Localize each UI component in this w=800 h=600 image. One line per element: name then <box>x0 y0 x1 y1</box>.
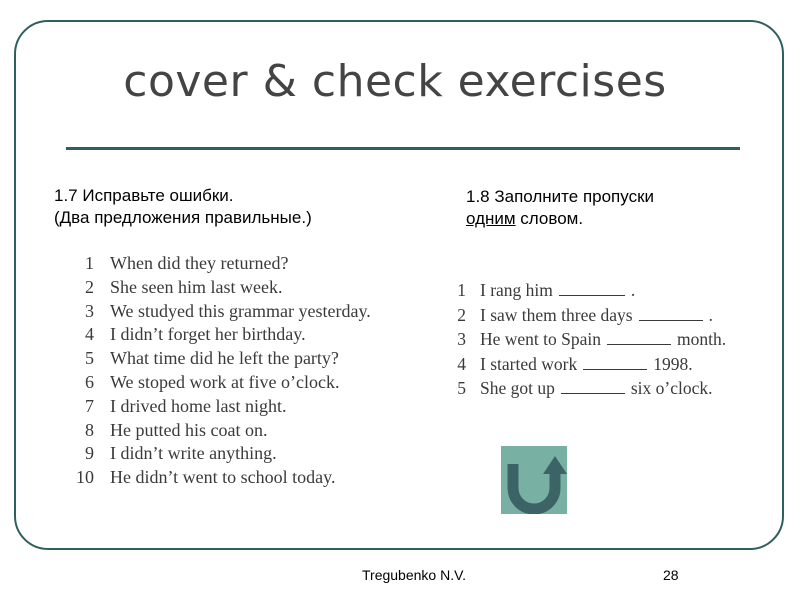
instruction-line: (Два предложения правильные.) <box>54 208 312 227</box>
item-text: When did they returned? <box>110 253 289 273</box>
item-text: We studyed this grammar yesterday. <box>110 300 371 321</box>
list-item <box>70 323 371 347</box>
item-number: 3 <box>85 300 94 321</box>
exercise-1-7-list <box>70 252 371 490</box>
back-button[interactable] <box>501 446 567 514</box>
item-number: 5 <box>85 348 94 369</box>
item-text-before: She got up <box>480 378 555 399</box>
answer-blank <box>607 330 671 345</box>
slide-title: cover & check exercises <box>123 56 667 107</box>
item-text-after: month. <box>677 329 727 350</box>
item-text: I didn’t forget her birthday. <box>110 324 306 345</box>
item-text: She seen him last week. <box>110 276 283 297</box>
item-number: 10 <box>76 467 94 488</box>
list-item <box>70 276 371 300</box>
instruction-line <box>466 208 654 230</box>
underlined-word: одним <box>466 209 516 228</box>
item-number: 4 <box>85 324 94 345</box>
list-item <box>452 327 726 352</box>
title-divider <box>66 147 740 150</box>
list-item <box>70 300 371 324</box>
list-item <box>70 395 371 419</box>
exercise-1-8-list <box>452 278 726 401</box>
item-text-before: I saw them three days <box>480 304 633 325</box>
item-text: We stoped work at five o’clock. <box>110 371 340 392</box>
exercise-1-7-instruction <box>54 185 312 229</box>
item-number: 2 <box>457 304 466 325</box>
item-number: 2 <box>85 276 94 297</box>
list-item <box>70 442 371 466</box>
exercise-1-8-instruction <box>466 186 654 230</box>
author-footer: Tregubenko N.V. <box>362 567 467 583</box>
instruction-rest: словом. <box>515 209 584 228</box>
list-item <box>70 347 371 371</box>
list-item <box>452 278 726 303</box>
item-text-after: . <box>630 280 636 300</box>
item-number: 4 <box>457 353 466 374</box>
item-text: He putted his coat on. <box>110 419 268 440</box>
list-item <box>452 376 726 401</box>
item-number: 9 <box>85 443 94 464</box>
list-item <box>70 371 371 395</box>
list-item <box>70 419 371 443</box>
item-text: I didn’t write anything. <box>110 443 277 464</box>
answer-blank <box>561 379 625 394</box>
item-number: 8 <box>85 419 94 440</box>
item-text: What time did he left the party? <box>110 348 339 369</box>
page-number: 28 <box>663 567 679 583</box>
item-text-before: I started work <box>480 353 578 374</box>
item-text-after: . <box>708 304 713 325</box>
instruction-line: 1.8 Заполните пропуски <box>466 187 655 206</box>
item-text-before: He went to Spain <box>480 329 602 350</box>
instruction-line: 1.7 Исправьте ошибки. <box>54 186 234 205</box>
return-arrow-icon <box>501 446 567 514</box>
item-number: 5 <box>457 378 466 399</box>
item-number: 1 <box>457 280 466 300</box>
list-item <box>70 466 371 490</box>
item-text-before: I rang him <box>480 280 553 300</box>
answer-blank <box>559 281 625 296</box>
item-text-after: 1998. <box>653 353 693 374</box>
item-number: 3 <box>457 329 466 350</box>
item-text-after: six o’clock. <box>630 378 713 399</box>
answer-blank <box>583 355 647 370</box>
item-number: 6 <box>85 371 94 392</box>
item-text: I drived home last night. <box>110 395 287 416</box>
answer-blank <box>639 306 703 321</box>
list-item <box>70 252 371 276</box>
item-number: 1 <box>85 253 94 273</box>
item-number: 7 <box>85 395 94 416</box>
item-text: He didn’t went to school today. <box>110 467 336 488</box>
list-item <box>452 303 726 328</box>
list-item <box>452 352 726 377</box>
